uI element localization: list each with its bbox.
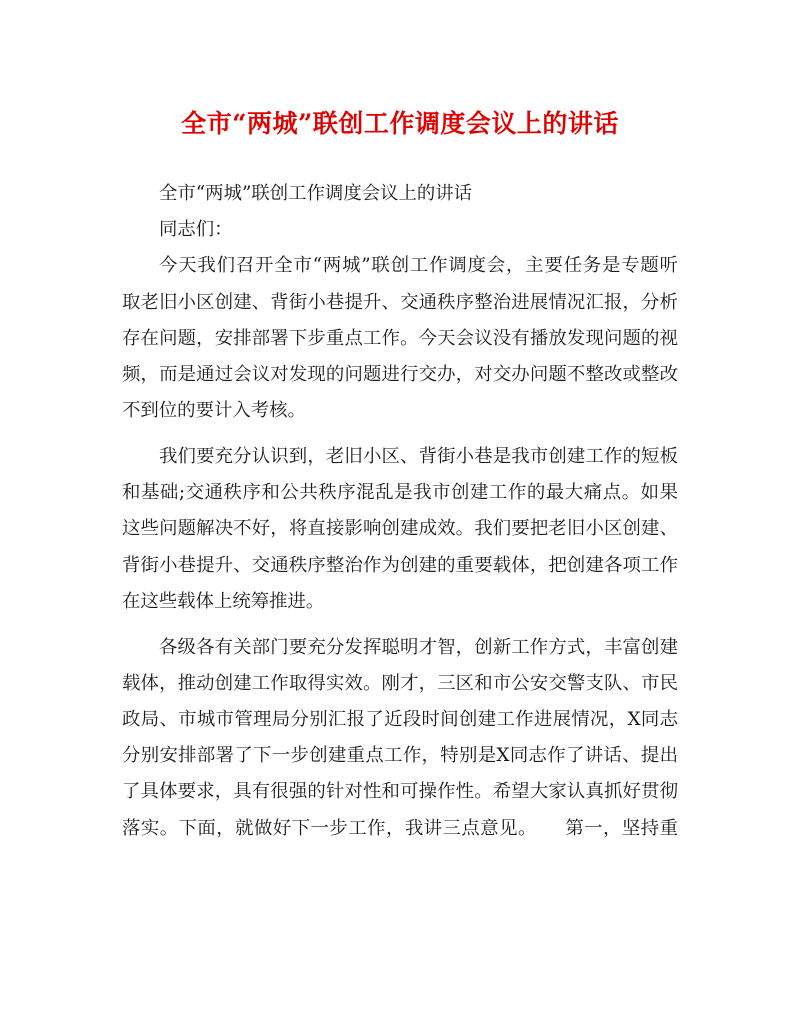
- salutation-line: 同志们：: [159, 219, 233, 241]
- paragraph-3-line-1: 各级各有关部门要充分发挥聪明才智，创新工作方式，丰富创建: [159, 636, 678, 658]
- paragraph-3-line-3: 政局、市城市管理局分别汇报了近段时间创建工作进展情况，X同志: [122, 709, 678, 731]
- paragraph-1-line-2: 取老旧小区创建、背街小巷提升、交通秩序整治进展情况汇报，分析: [122, 291, 678, 313]
- paragraph-2-line-4: 背街小巷提升、交通秩序整治作为创建的重要载体，把创建各项工作: [122, 554, 678, 576]
- paragraph-1-line-1: 今天我们召开全市“两城”联创工作调度会，主要任务是专题听: [159, 255, 678, 277]
- paragraph-2-line-1: 我们要充分认识到，老旧小区、背街小巷是我市创建工作的短板: [159, 446, 678, 468]
- paragraph-3-line-4: 分别安排部署了下一步创建重点工作，特别是X同志作了讲话、提出: [122, 745, 678, 767]
- document-body: [122, 176, 678, 847]
- subtitle-line: 全市“两城”联创工作调度会议上的讲话: [159, 183, 473, 204]
- document-title: 全市“两城”联创工作调度会议上的讲话: [181, 109, 619, 138]
- paragraph-1-line-4: 频，而是通过会议对发现的问题进行交办，对交办问题不整改或整改: [122, 364, 678, 386]
- paragraph-3-line-6: 落实。下面，就做好下一步工作，我讲三点意见。 第一，坚持重: [122, 817, 678, 839]
- paragraph-3-line-2: 载体，推动创建工作取得实效。刚才，三区和市公安交警支队、市民: [122, 672, 678, 694]
- paragraph-2-line-2: 和基础;交通秩序和公共秩序混乱是我市创建工作的最大痛点。如果: [122, 482, 678, 504]
- paragraph-3-line-5: 了具体要求，具有很强的针对性和可操作性。希望大家认真抓好贯彻: [122, 781, 678, 803]
- paragraph-1-line-3: 存在问题，安排部署下步重点工作。今天会议没有播放发现问题的视: [122, 327, 678, 349]
- paragraph-2-line-3: 这些问题解决不好，将直接影响创建成效。我们要把老旧小区创建、: [122, 518, 678, 540]
- paragraph-2-line-5: 在这些载体上统筹推进。: [122, 590, 325, 612]
- paragraph-1-line-5: 不到位的要计入考核。: [122, 400, 306, 422]
